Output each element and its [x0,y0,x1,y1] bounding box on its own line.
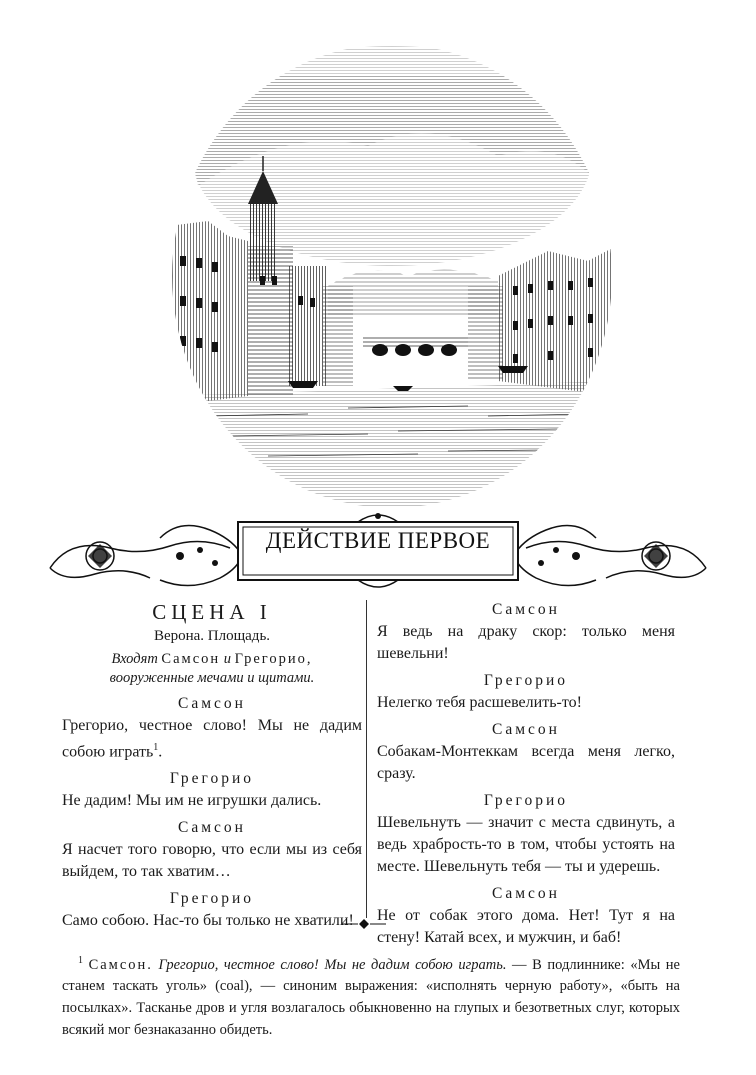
footnote-text: — В подлиннике: «Мы не станем таскать уголь» (coal), — синоним выражения: «исполнять черную работу», «быть на посылках». Тасканье дров и угля возлагалось обыкновенно на глупых и безответных слуг, которых всякий мог безнаказанно обидеть. [62,956,680,1039]
speaker-name: Грегорио [483,672,569,689]
speaker-name: Самсон [178,695,246,712]
footnote-number: 1 [78,954,83,966]
speaker-name: Самсон [492,885,560,902]
scene-heading: СЦЕНА I [152,600,272,624]
stage-direction [62,650,362,688]
speech-text: Не от собак этого дома. Нет! Тут я на стену! Катай всех, и мужчин, и баб! [377,907,675,946]
stage-and: и [223,651,232,667]
speech-text: Не дадим! Мы им не игрушки дались. [62,792,322,810]
speaker-name: Грегорио [169,770,255,788]
verona-engraving [168,36,616,506]
speech-text: Собакам-Монтеккам всегда меня легко, сразу. [377,743,675,782]
footnote [62,950,680,1042]
stage-name-1: Самсон [161,651,221,667]
speaker-name: Самсон [178,819,246,837]
column-divider [366,600,367,918]
footnote-speaker: Самсон. [88,956,153,973]
footnote-quote: Грегорио, честное слово! Мы не дадим собою играть. [158,956,507,973]
stage-enter: Входят [111,651,158,667]
stage-rest: вооруженные мечами и щитами. [109,670,315,686]
speech-text: Само собою. Нас-то бы только не хватили! [62,912,354,930]
speech-text: Я ведь на драку скор: только меня шевельни! [377,623,675,662]
left-column [62,600,362,932]
speaker-name: Самсон [492,721,560,738]
speech-text: Грегорио, честное слово! Мы не дадим собою играть$^1$. [62,717,362,761]
footnote-ref[interactable]: 1 [153,742,159,753]
speaker-name: Грегорио [169,890,255,908]
right-column [377,600,675,949]
footnote-ornament [342,918,386,930]
speaker-name: Грегорио [483,792,569,809]
speech-text: Шевельнуть — значит с места сдвинуть, а ведь храбрость-то в том, чтобы устоять на месте. Шевельнуть тебя — ты и удерешь. [377,814,675,875]
scene-place: Верона. Площадь. [153,628,271,644]
speech-text: Нелегко тебя расшевелить-то! [377,694,582,711]
speaker-name: Самсон [492,601,560,618]
stage-name-2: Грегорио, [234,651,313,667]
act-title: ДЕЙСТВИЕ ПЕРВОЕ [265,528,491,553]
speech-text: Я насчет того говорю, что если мы из себя выйдем, то так хватим… [62,841,362,881]
